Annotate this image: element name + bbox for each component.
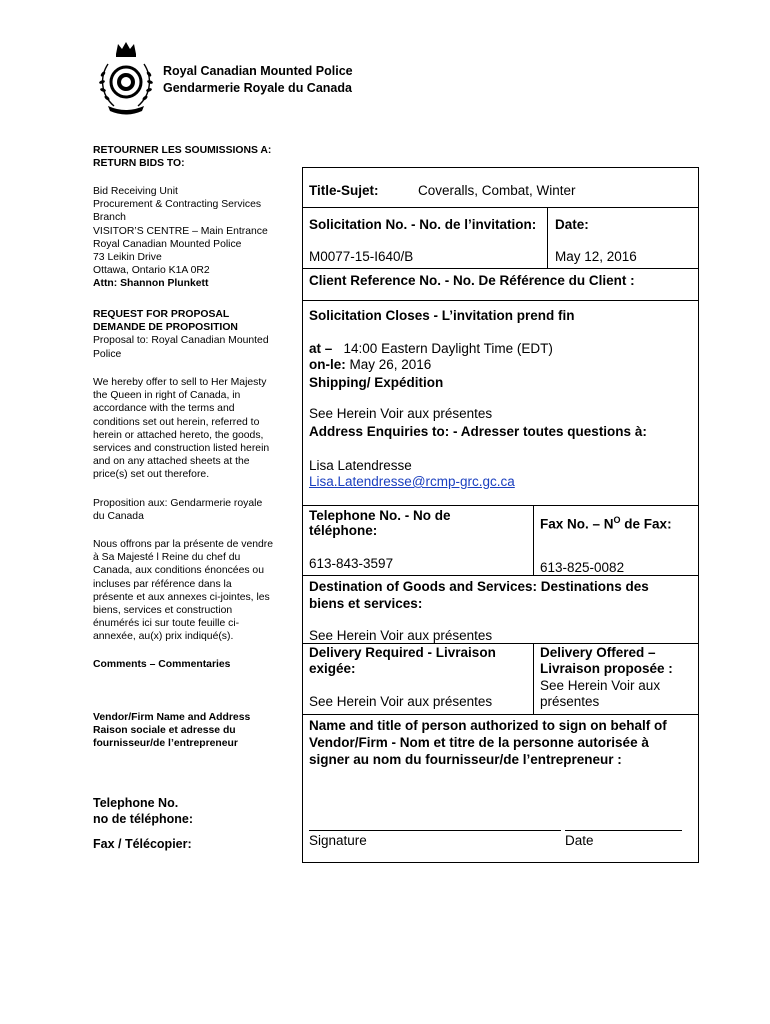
delivery-offered-value: See Herein Voir aux bbox=[540, 678, 661, 693]
divider bbox=[547, 207, 548, 268]
offer-en-line: price(s) set out therefore. bbox=[93, 469, 210, 481]
offer-en-line: services and construction listed herein bbox=[93, 443, 270, 455]
destination-label: Destination of Goods and Services: Destinations des bbox=[309, 579, 649, 594]
closing-time: 14:00 Eastern Daylight Time (EDT) bbox=[343, 341, 553, 356]
destination-label-fr: biens et services: bbox=[309, 596, 423, 611]
offer-fr-line: présente et aux annexes ci-jointes, les bbox=[93, 591, 270, 603]
address-line: Branch bbox=[93, 212, 126, 224]
date-sign-label: Date bbox=[565, 833, 594, 848]
signature-line[interactable] bbox=[309, 830, 561, 831]
closing-on-label: on-le: bbox=[309, 357, 346, 372]
divider bbox=[302, 714, 699, 715]
offer-en-line: the Queen in right of Canada, in bbox=[93, 390, 241, 402]
phone-label: Telephone No. - No de bbox=[309, 508, 451, 523]
return-bids-heading bbox=[93, 144, 296, 170]
address-line: Procurement & Contracting Services bbox=[93, 199, 262, 211]
delivery-required-label-fr: exigée: bbox=[309, 661, 356, 676]
vendor-line: Raison sociale et adresse du bbox=[93, 725, 236, 737]
closing-date: May 26, 2016 bbox=[349, 357, 432, 372]
offer-en bbox=[93, 376, 296, 482]
contact-name: Lisa Latendresse bbox=[309, 458, 412, 473]
offer-fr-line: Nous offrons par la présente de vendre bbox=[93, 539, 274, 550]
date-line[interactable] bbox=[565, 830, 682, 831]
divider bbox=[302, 300, 699, 301]
vendor-line: fournisseur/de l’entrepreneur bbox=[93, 738, 238, 750]
offer-en-line: and on any attached sheets at the bbox=[93, 456, 250, 468]
offer-fr-line: incluses par référence dans la bbox=[93, 578, 232, 590]
comments-label: Comments – Commentaries bbox=[93, 659, 231, 670]
title-value: Coveralls, Combat, Winter bbox=[418, 183, 576, 198]
address-line: VISITOR’S CENTRE – Main Entrance bbox=[93, 225, 268, 237]
vendor-line: Vendor/Firm Name and Address bbox=[93, 712, 251, 723]
delivery-offered-label-fr: Livraison proposée : bbox=[540, 661, 673, 676]
closing-time-line bbox=[309, 341, 553, 357]
delivery-required-value: See Herein Voir aux présentes bbox=[309, 694, 493, 709]
offer-en-line: conditions set out herein, referred to bbox=[93, 416, 260, 428]
offer-fr-line: à Sa Majesté l Reine du chef du bbox=[93, 552, 241, 564]
proposition-aux-line: du Canada bbox=[93, 511, 144, 523]
delivery-offered-value-2: présentes bbox=[540, 694, 600, 709]
authorized-signer-label-2: Vendor/Firm - Nom et titre de la personne autorisée à bbox=[309, 735, 649, 750]
destination-value: See Herein Voir aux présentes bbox=[309, 628, 493, 643]
divider bbox=[302, 268, 699, 269]
divider bbox=[302, 575, 699, 576]
closing-label: Solicitation Closes - L’invitation prend fin bbox=[309, 308, 575, 323]
return-bids-en: RETURN BIDS TO: bbox=[93, 158, 185, 170]
proposition-aux-line: Proposition aux: Gendarmerie royale bbox=[93, 498, 263, 509]
telephone-label-fr: no de téléphone: bbox=[93, 812, 193, 826]
delivery-offered-label: Delivery Offered – bbox=[540, 645, 656, 660]
return-address bbox=[93, 185, 296, 291]
client-reference-label: Client Reference No. - No. De Référence du Client : bbox=[309, 273, 635, 288]
authorized-signer-label-3: signer au nom du fournisseur/de l’entrepreneur : bbox=[309, 752, 622, 767]
authorized-signer-label: Name and title of person authorized to sign on behalf of bbox=[309, 718, 667, 733]
telephone-heading bbox=[93, 795, 296, 827]
divider bbox=[533, 643, 534, 714]
shipping-value: See Herein Voir aux présentes bbox=[309, 406, 493, 421]
divider bbox=[302, 505, 699, 506]
return-bids-fr: RETOURNER LES SOUMISSIONS A: bbox=[93, 145, 272, 156]
enquiries-label: Address Enquiries to: - Adresser toutes questions à: bbox=[309, 424, 647, 439]
address-line: Bid Receiving Unit bbox=[93, 186, 178, 197]
solicitation-value: M0077-15-I640/B bbox=[309, 249, 414, 264]
signature-label: Signature bbox=[309, 833, 367, 848]
phone-label-fr: téléphone: bbox=[309, 523, 378, 538]
divider bbox=[302, 207, 699, 208]
offer-fr-line: biens, services et construction bbox=[93, 605, 233, 617]
solicitation-label: Solicitation No. - No. de l’invitation: bbox=[309, 217, 537, 232]
telephone-label: Telephone No. bbox=[93, 796, 179, 810]
date-value: May 12, 2016 bbox=[555, 249, 637, 264]
fax-value: 613-825-0082 bbox=[540, 560, 625, 575]
date-label: Date: bbox=[555, 217, 589, 232]
proposal-to-line: Police bbox=[93, 348, 122, 360]
phone-value: 613-843-3597 bbox=[309, 556, 394, 571]
offer-fr-line: énumérés ici sur toute feuille ci- bbox=[93, 618, 240, 630]
rfp-fr: DEMANDE DE PROPOSITION bbox=[93, 322, 238, 334]
vendor-heading bbox=[93, 711, 296, 751]
offer-en-line: accordance with the terms and bbox=[93, 403, 235, 415]
fax-label: Fax / Télécopier: bbox=[93, 837, 192, 851]
proposal-to-line: Proposal to: Royal Canadian Mounted bbox=[93, 335, 269, 347]
divider bbox=[533, 505, 534, 575]
offer-en-line: herein or attached hereto, the goods, bbox=[93, 429, 264, 441]
rcmp-crest-logo bbox=[94, 40, 158, 116]
title-label: Title-Sujet: bbox=[309, 183, 379, 198]
agency-name-en: Royal Canadian Mounted Police bbox=[163, 64, 353, 78]
proposition-aux bbox=[93, 497, 296, 523]
attention-line: Attn: Shannon Plunkett bbox=[93, 278, 209, 290]
closing-date-line bbox=[309, 357, 431, 373]
shipping-label: Shipping/ Expédition bbox=[309, 375, 444, 390]
rfp-heading bbox=[93, 308, 296, 361]
closing-at-label: at – bbox=[309, 341, 333, 356]
fax-no-label: Fax No. – $N^O$ de Fax: bbox=[540, 515, 672, 532]
rfp-en: REQUEST FOR PROPOSAL bbox=[93, 309, 230, 320]
address-line: 73 Leikin Drive bbox=[93, 252, 162, 264]
agency-names bbox=[163, 63, 353, 97]
address-line: Ottawa, Ontario K1A 0R2 bbox=[93, 265, 210, 277]
address-line: Royal Canadian Mounted Police bbox=[93, 238, 242, 250]
offer-fr-line: Canada, aux conditions énoncées ou bbox=[93, 565, 264, 577]
delivery-required-label: Delivery Required - Livraison bbox=[309, 645, 496, 660]
contact-email-link[interactable]: Lisa.Latendresse@rcmp-grc.gc.ca bbox=[309, 474, 515, 489]
offer-fr-line: annexée, au(x) prix indiqué(s). bbox=[93, 631, 234, 643]
offer-en-line: We hereby offer to sell to Her Majesty bbox=[93, 377, 267, 388]
offer-fr bbox=[93, 538, 296, 644]
agency-name-fr: Gendarmerie Royale du Canada bbox=[163, 81, 352, 95]
